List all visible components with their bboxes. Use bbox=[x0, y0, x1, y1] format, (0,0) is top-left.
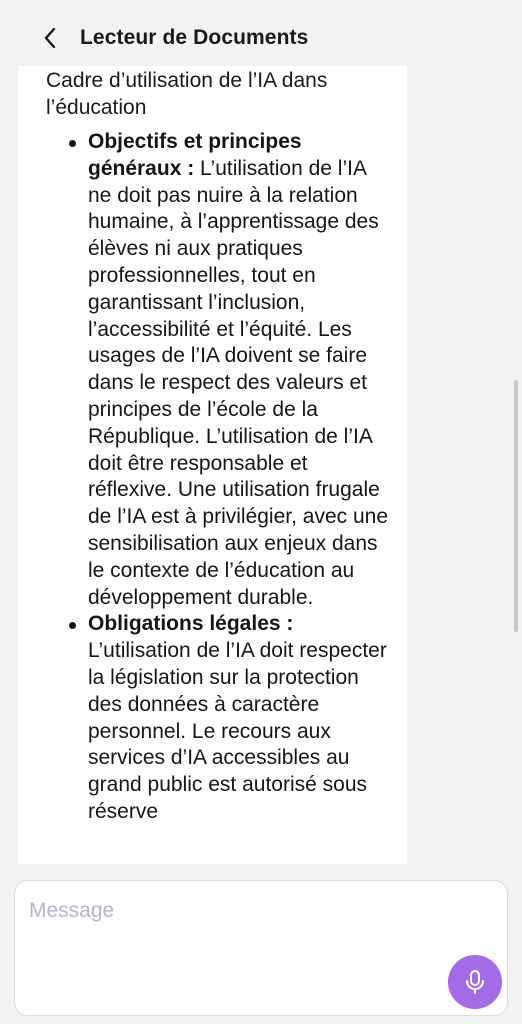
document-title: Cadre d’utilisation de l’IA dans l’éducation bbox=[46, 69, 328, 119]
chevron-left-icon bbox=[43, 27, 57, 49]
list-item bbox=[18, 129, 407, 611]
list-item bbox=[18, 611, 407, 825]
message-input[interactable] bbox=[29, 899, 449, 959]
item-heading: Obligations légales : bbox=[88, 612, 294, 636]
bullet-icon bbox=[69, 140, 76, 147]
item-heading: Objectifs et principes généraux : bbox=[88, 130, 302, 180]
page-title: Lecteur de Documents bbox=[80, 26, 309, 49]
item-text: L’utilisation de l’IA doit respecter la législation sur la protection des données à caractère personnel. Le recours aux services d’IA accessibles au grand public est autorisé sous réserve bbox=[88, 639, 387, 823]
document-content[interactable] bbox=[18, 66, 407, 864]
header bbox=[0, 0, 522, 72]
item-text: L’utilisation de l’IA ne doit pas nuire à la relation humaine, à l’apprentissage des élèves ni aux pratiques professionnelles, tout en garantissant l’inclusion, l’accessibilité et l’équité. Les usages de l’IA doivent se faire dans le respect des valeurs et principes de l’école de la République. L’utilisation de l’IA doit être responsable et réflexive. Une utilisation frugale de l’IA est à privilégier, avec une sensibilisation aux enjeux dans le contexte de l’éducation au développement durable. bbox=[88, 156, 389, 609]
back-button[interactable] bbox=[36, 24, 64, 52]
mic-button[interactable] bbox=[448, 955, 502, 1009]
bullet-icon bbox=[69, 622, 76, 629]
scrollbar-thumb[interactable] bbox=[514, 380, 518, 632]
document-list bbox=[18, 129, 407, 826]
microphone-icon bbox=[464, 969, 486, 995]
message-composer bbox=[14, 880, 508, 1016]
